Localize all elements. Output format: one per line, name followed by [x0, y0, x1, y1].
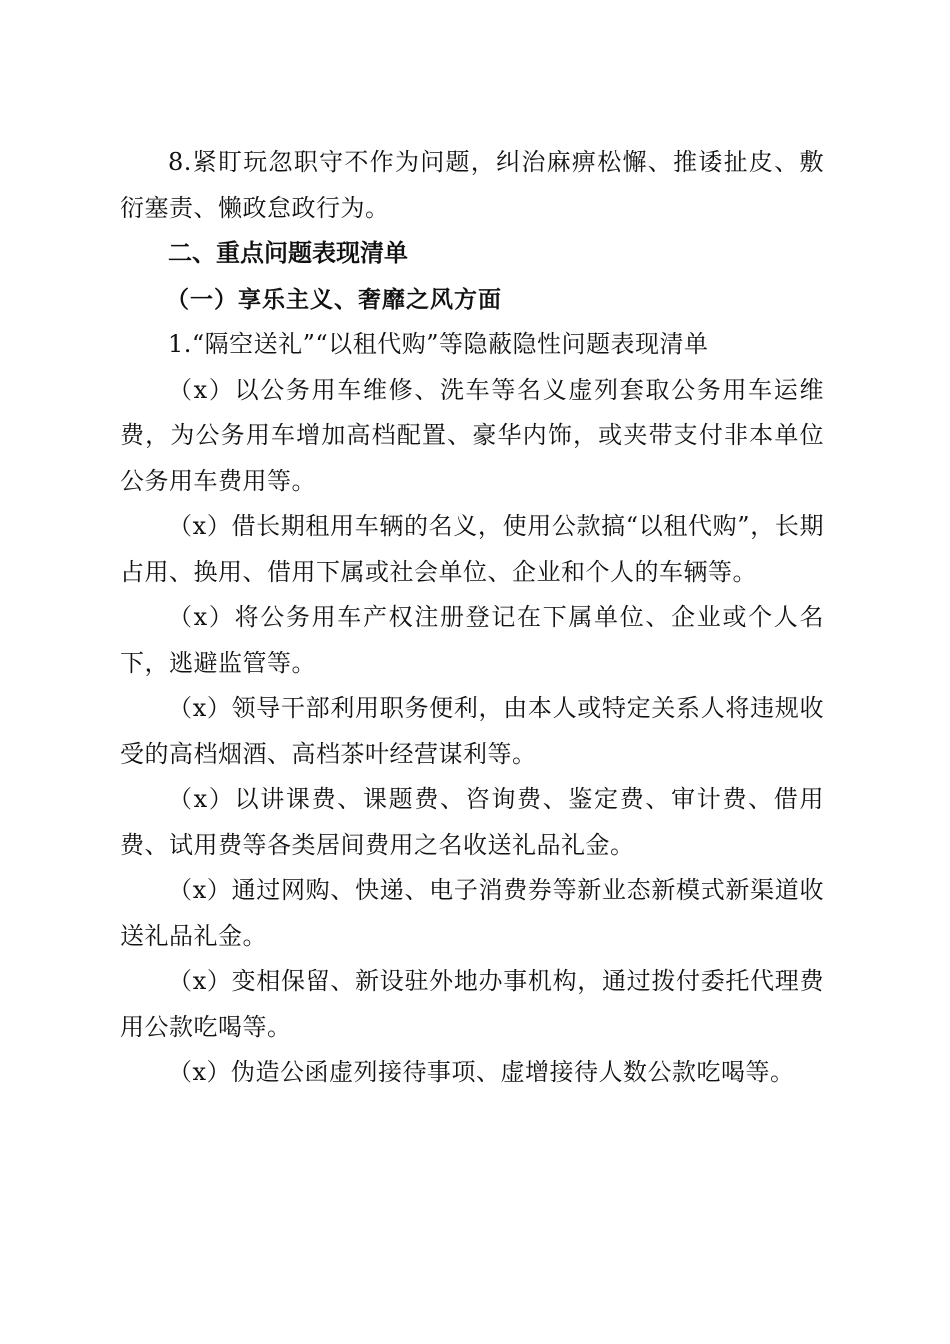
list-item: （x）借长期租用车辆的名义，使用公款搞“以租代购”，长期占用、换用、借用下属或社会单位、企业和个人的车辆等。: [120, 512, 824, 586]
list-item: （x）以讲课费、课题费、咨询费、鉴定费、审计费、借用费、试用费等各类居间费用之名收送礼品礼金。: [120, 785, 824, 859]
subsection-heading: （一）享乐主义、奢靡之风方面: [166, 285, 502, 313]
list-item: （x）领导干部利用职务便利，由本人或特定关系人将违规收受的高档烟酒、高档茶叶经营谋利等。: [120, 694, 824, 768]
paragraph-item-8: 8.紧盯玩忽职守不作为问题，纠治麻痹松懈、推诿扯皮、敷衍塞责、懒政怠政行为。: [120, 148, 824, 222]
list-item: （x）通过网购、快递、电子消费券等新业态新模式新渠道收送礼品礼金。: [120, 876, 824, 950]
list-title: 1.“隔空送礼”“以租代购”等隐蔽隐性问题表现清单: [168, 330, 709, 358]
list-item: （x）伪造公函虚列接待事项、虚增接待人数公款吃喝等。: [168, 1058, 795, 1086]
section-heading: 二、重点问题表现清单: [168, 239, 408, 267]
list-item: （x）以公务用车维修、洗车等名义虚列套取公务用车运维费，为公务用车增加高档配置、豪华内饰，或夹带支付非本单位公务用车费用等。: [120, 375, 824, 495]
list-item: （x）将公务用车产权注册登记在下属单位、企业或个人名下，逃避监管等。: [120, 603, 824, 677]
list-item: （x）变相保留、新设驻外地办事机构，通过拨付委托代理费用公款吃喝等。: [120, 967, 824, 1041]
document-body: [120, 140, 824, 1096]
